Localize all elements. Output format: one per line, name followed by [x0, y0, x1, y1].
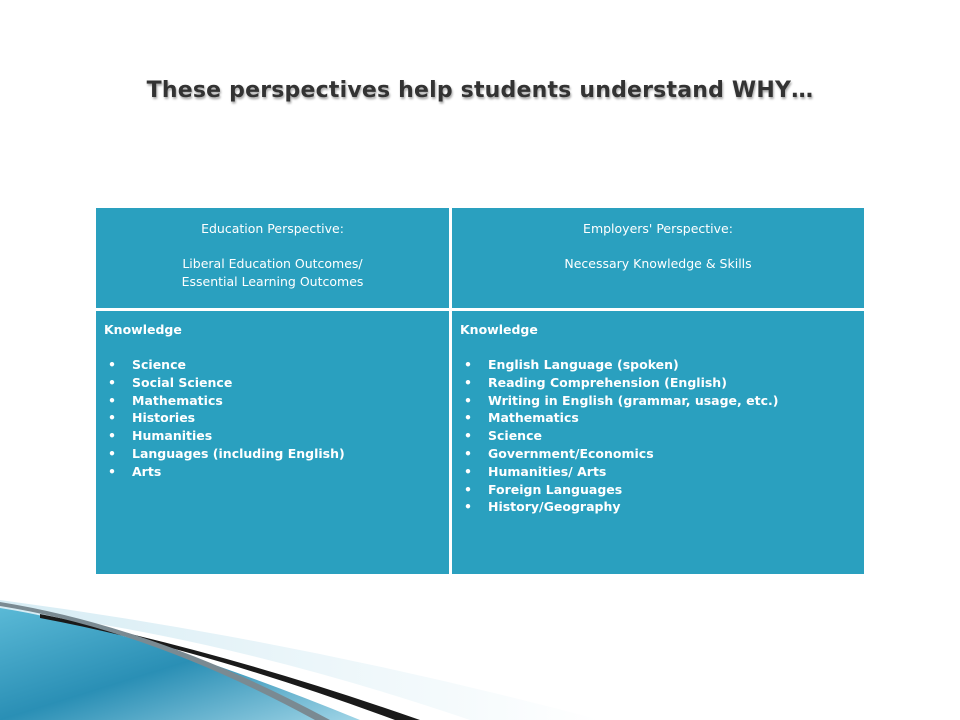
header-line: Essential Learning Outcomes [181, 273, 364, 289]
decorative-swoosh [0, 600, 960, 720]
header-line: Necessary Knowledge & Skills [564, 256, 752, 271]
employers-knowledge-cell [452, 311, 864, 574]
list-item: • Social Science [108, 374, 233, 390]
education-knowledge-cell [96, 311, 449, 574]
knowledge-heading: Knowledge [460, 322, 538, 337]
list-item: • Mathematics [108, 392, 223, 408]
slide-title: These perspectives help students understand WHY… [146, 78, 814, 103]
list-item: • Humanities/ Arts [464, 463, 607, 479]
list-item: • Reading Comprehension (English) [464, 374, 727, 390]
list-item: • Science [464, 428, 542, 444]
list-item: • English Language (spoken) [464, 357, 679, 372]
list-item: • Mathematics [464, 410, 579, 426]
header-line: Employers' Perspective: [583, 221, 733, 236]
employers-knowledge-list [460, 356, 856, 516]
list-item: • Humanities [108, 428, 213, 444]
bullet-icon: • [108, 374, 116, 390]
bullet-icon: • [464, 463, 472, 479]
list-item: • Languages (including English) [108, 445, 345, 461]
education-perspective-header [96, 208, 449, 308]
bullet-icon: • [464, 499, 472, 515]
bullet-icon: • [464, 481, 472, 497]
list-item: • Writing in English (grammar, usage, etc.) [464, 392, 779, 408]
bullet-icon: • [464, 428, 472, 444]
bullet-icon: • [108, 392, 116, 408]
list-item: • Arts [108, 463, 162, 479]
knowledge-heading: Knowledge [104, 322, 182, 337]
bullet-icon: • [464, 445, 472, 461]
bullet-icon: • [108, 410, 116, 426]
perspectives-table [96, 208, 864, 574]
list-item: • Histories [108, 410, 196, 426]
list-item: • Science [108, 357, 186, 372]
bullet-icon: • [464, 392, 472, 408]
list-item: • History/Geography [464, 499, 621, 515]
header-line: Liberal Education Outcomes/ [182, 256, 363, 271]
bullet-icon: • [464, 374, 472, 390]
employers-perspective-header [452, 208, 864, 308]
education-knowledge-list [104, 356, 441, 481]
list-item: • Government/Economics [464, 445, 654, 461]
header-line: Education Perspective: [201, 221, 344, 236]
bullet-icon: • [108, 445, 116, 461]
bullet-icon: • [464, 410, 472, 426]
bullet-icon: • [464, 357, 472, 372]
bullet-icon: • [108, 428, 116, 444]
bullet-icon: • [108, 357, 116, 372]
list-item: • Foreign Languages [464, 481, 623, 497]
bullet-icon: • [108, 463, 116, 479]
